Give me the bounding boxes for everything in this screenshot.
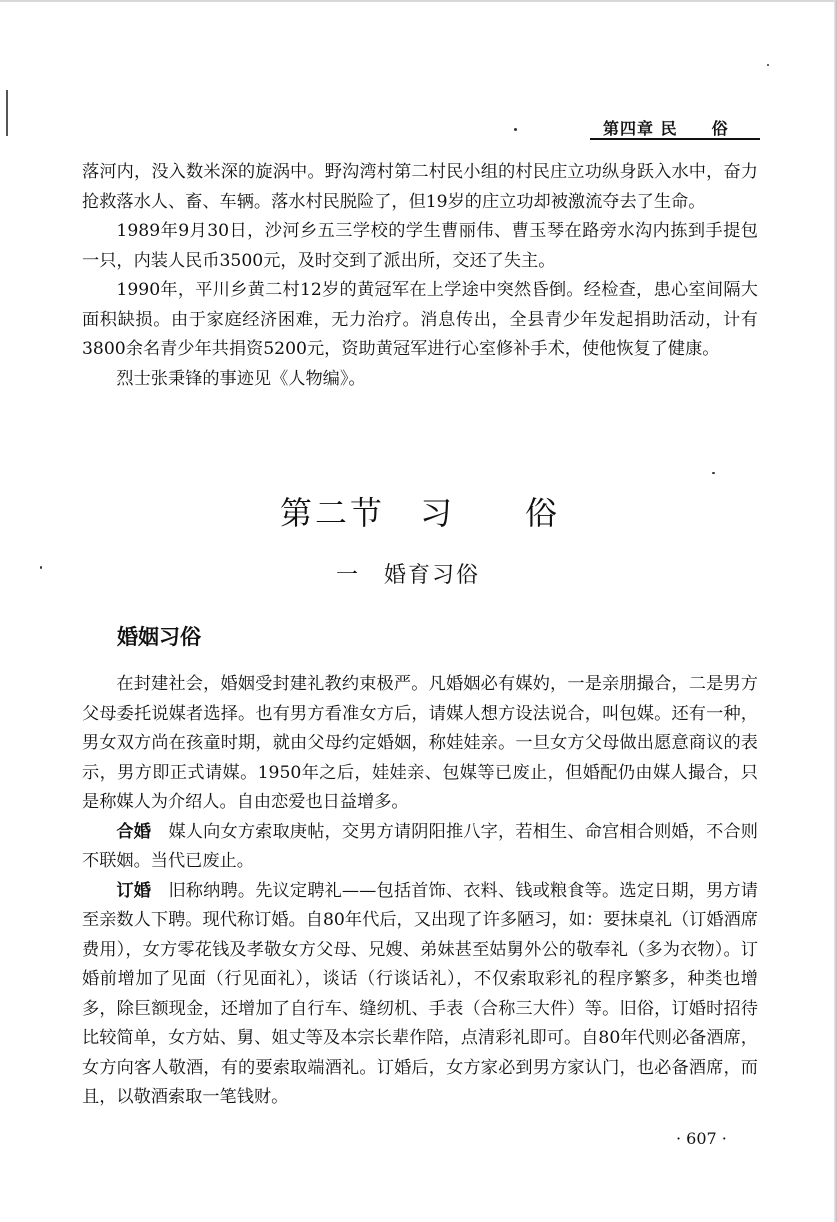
- dinghun-text: 旧称纳聘。先议定聘礼——包括首饰、衣料、钱或粮食等。选定日期，男方请至亲数人下聘。现代称订婚。自80年代后，又出现了许多陋习，如：要抹桌礼（订婚酒席费用），女方零花钱及孝敬女方父母、兄嫂、弟妹甚至姑舅外公的敬奉礼（多为衣物）。订婚前增加了见面（行见面礼），谈话（行谈话礼），不仅索取彩礼的程序繁多，种类也增多，除巨额现金，还增加了自行车、缝纫机、手表（合称三大件）等。旧俗，订婚时招待比较简单，女方姑、舅、姐丈等及本宗长辈作陪，点清彩礼即可。自80年代则必备酒席，女方向客人敬酒，有的要索取端酒礼。订婚后，女方家必到男方家认门，也必备酒席，而且，以敬酒索取一笔钱财。: [82, 880, 758, 1107]
- hehun-text: 媒人向女方索取庚帖，交男方请阴阳推八字，若相生、命宫相合则婚，不合则不联姻。当代已废止。: [82, 821, 758, 871]
- hehun-paragraph: [82, 818, 758, 877]
- dinghun-paragraph: [82, 877, 758, 1113]
- running-head: 第四章 民 俗: [603, 119, 729, 138]
- page-number: · 607 ·: [676, 1129, 727, 1148]
- scan-top-edge: [0, 0, 837, 2]
- body-text-top: [82, 158, 758, 394]
- body-text-bottom: [82, 670, 758, 1113]
- scan-speck: [514, 128, 517, 131]
- scan-mark: [6, 90, 8, 136]
- paragraph-martyr: 烈士张秉锋的事迹见《人物编》。: [116, 368, 366, 389]
- paragraph-1989: 1989年9月30日，沙河乡五三学校的学生曹丽伟、曹玉琴在路旁水沟内拣到手提包一只，内装人民币3500元，及时交到了派出所，交还了失主。: [82, 221, 758, 271]
- running-head-rule: [590, 138, 760, 140]
- dinghun-term: 订婚: [116, 880, 152, 901]
- scan-speck: [712, 472, 715, 474]
- continuation-paragraph: 落河内，没入数米深的旋涡中。野沟湾村第二村民小组的村民庄立功纵身跃入水中，奋力抢救落水人、畜、车辆。落水村民脱险了，但19岁的庄立功却被激流夺去了生命。: [82, 162, 758, 212]
- section-title: 第二节 习 俗: [280, 494, 561, 532]
- scan-speck: [40, 566, 42, 569]
- scan-speck: [767, 64, 769, 66]
- paragraph-1990: 1990年，平川乡黄二村12岁的黄冠军在上学途中突然昏倒。经检查，患心室间隔大面积缺损。由于家庭经济困难，无力治疗。消息传出，全县青少年发起捐助活动，计有3800余名青少年共捐资5200元，资助黄冠军进行心室修补手术，使他恢复了健康。: [82, 280, 758, 359]
- subsubsection-title: 婚姻习俗: [117, 625, 201, 649]
- marriage-intro-paragraph: 在封建社会，婚姻受封建礼教约束极严。凡婚姻必有媒妁，一是亲朋撮合，二是男方父母委托说媒者选择。也有男方看准女方后，请媒人想方设法说合，叫包媒。还有一种，男女双方尚在孩童时期，就由父母约定婚姻，称娃娃亲。一旦女方父母做出愿意商议的表示，男方即正式请媒。1950年之后，娃娃亲、包媒等已废止，但婚配仍由媒人撮合，只是称媒人为介绍人。自由恋爱也日益增多。: [82, 674, 758, 812]
- subsection-title: 一 婚育习俗: [336, 563, 481, 588]
- hehun-term: 合婚: [116, 821, 152, 842]
